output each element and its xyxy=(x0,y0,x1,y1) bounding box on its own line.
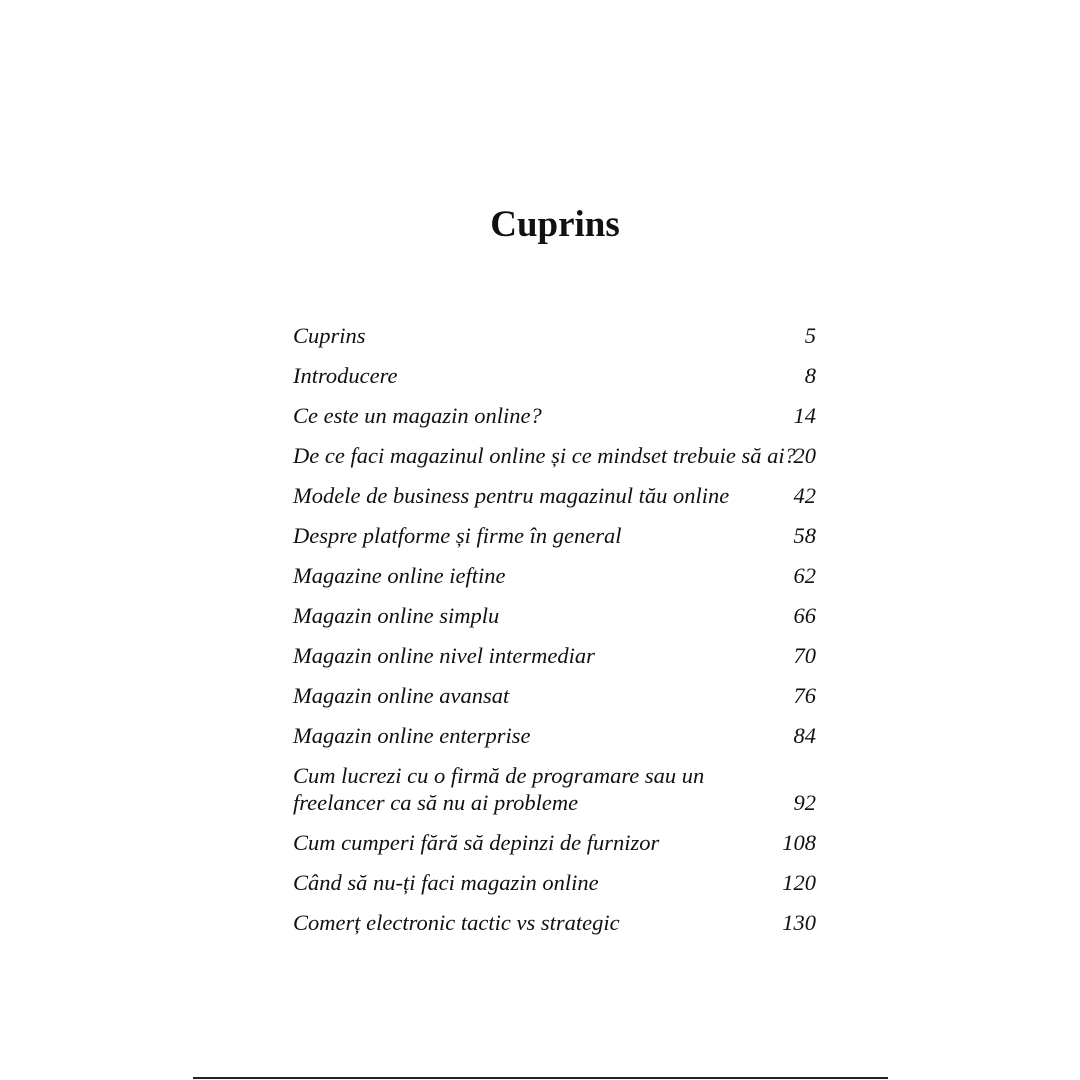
toc-entry-title: Magazin online avansat xyxy=(293,683,510,708)
toc-entry xyxy=(293,483,816,510)
toc-entry-page: 84 xyxy=(793,723,816,748)
table-of-contents xyxy=(293,323,816,950)
toc-entry-page: 62 xyxy=(793,563,816,588)
toc-entry-page: 70 xyxy=(793,643,816,668)
toc-entry-title: Cuprins xyxy=(293,323,366,348)
toc-entry-page: 130 xyxy=(782,909,816,935)
toc-entry xyxy=(293,443,816,470)
toc-entry-page: 66 xyxy=(793,603,816,628)
toc-entry xyxy=(293,910,816,937)
toc-entry-title: Introducere xyxy=(293,363,398,388)
toc-entry-page: 58 xyxy=(793,523,816,548)
toc-entry-page: 20 xyxy=(793,443,816,468)
toc-entry xyxy=(293,830,816,857)
toc-entry-title: Cum lucrezi cu o firmă de programare sau un freelancer ca să nu ai probleme xyxy=(293,763,705,815)
toc-entry xyxy=(293,723,816,750)
toc-entry xyxy=(293,563,816,590)
toc-entry-title: Cum cumperi fără să depinzi de furnizor xyxy=(293,829,660,855)
toc-entry xyxy=(293,643,816,670)
toc-entry xyxy=(293,683,816,710)
toc-entry xyxy=(293,523,816,550)
toc-entry xyxy=(293,603,816,630)
toc-entry xyxy=(293,403,816,430)
toc-entry-title: Modele de business pentru magazinul tău online xyxy=(293,483,730,508)
page-title: Cuprins xyxy=(490,204,620,245)
toc-entry-page: 5 xyxy=(804,323,816,348)
toc-entry-page: 76 xyxy=(793,683,816,708)
toc-entry-page: 108 xyxy=(782,829,816,855)
toc-entry-title: Magazin online nivel intermediar xyxy=(293,643,595,668)
toc-entry-page: 42 xyxy=(793,483,816,508)
toc-entry-page: 120 xyxy=(782,869,816,895)
toc-entry-title: Când să nu-ți faci magazin online xyxy=(293,869,599,895)
toc-entry-title: De ce faci magazinul online și ce mindset trebuie să ai? xyxy=(293,443,796,468)
toc-entry xyxy=(293,870,816,897)
toc-entry xyxy=(293,323,816,350)
toc-entry-title: Magazin online enterprise xyxy=(293,723,531,748)
toc-entry-page: 14 xyxy=(793,403,816,428)
toc-entry-title: Comerț electronic tactic vs strategic xyxy=(293,909,620,935)
toc-entry-page: 8 xyxy=(804,363,816,388)
toc-entry xyxy=(293,363,816,390)
toc-entry-title: Magazine online ieftine xyxy=(293,563,506,588)
toc-entry-page: 92 xyxy=(793,789,816,815)
toc-entry-title: Ce este un magazin online? xyxy=(293,403,542,428)
page-bottom-rule xyxy=(193,1077,888,1079)
toc-entry-title: Despre platforme și firme în general xyxy=(293,523,622,548)
toc-entry xyxy=(293,763,816,816)
toc-entry-title: Magazin online simplu xyxy=(293,603,500,628)
